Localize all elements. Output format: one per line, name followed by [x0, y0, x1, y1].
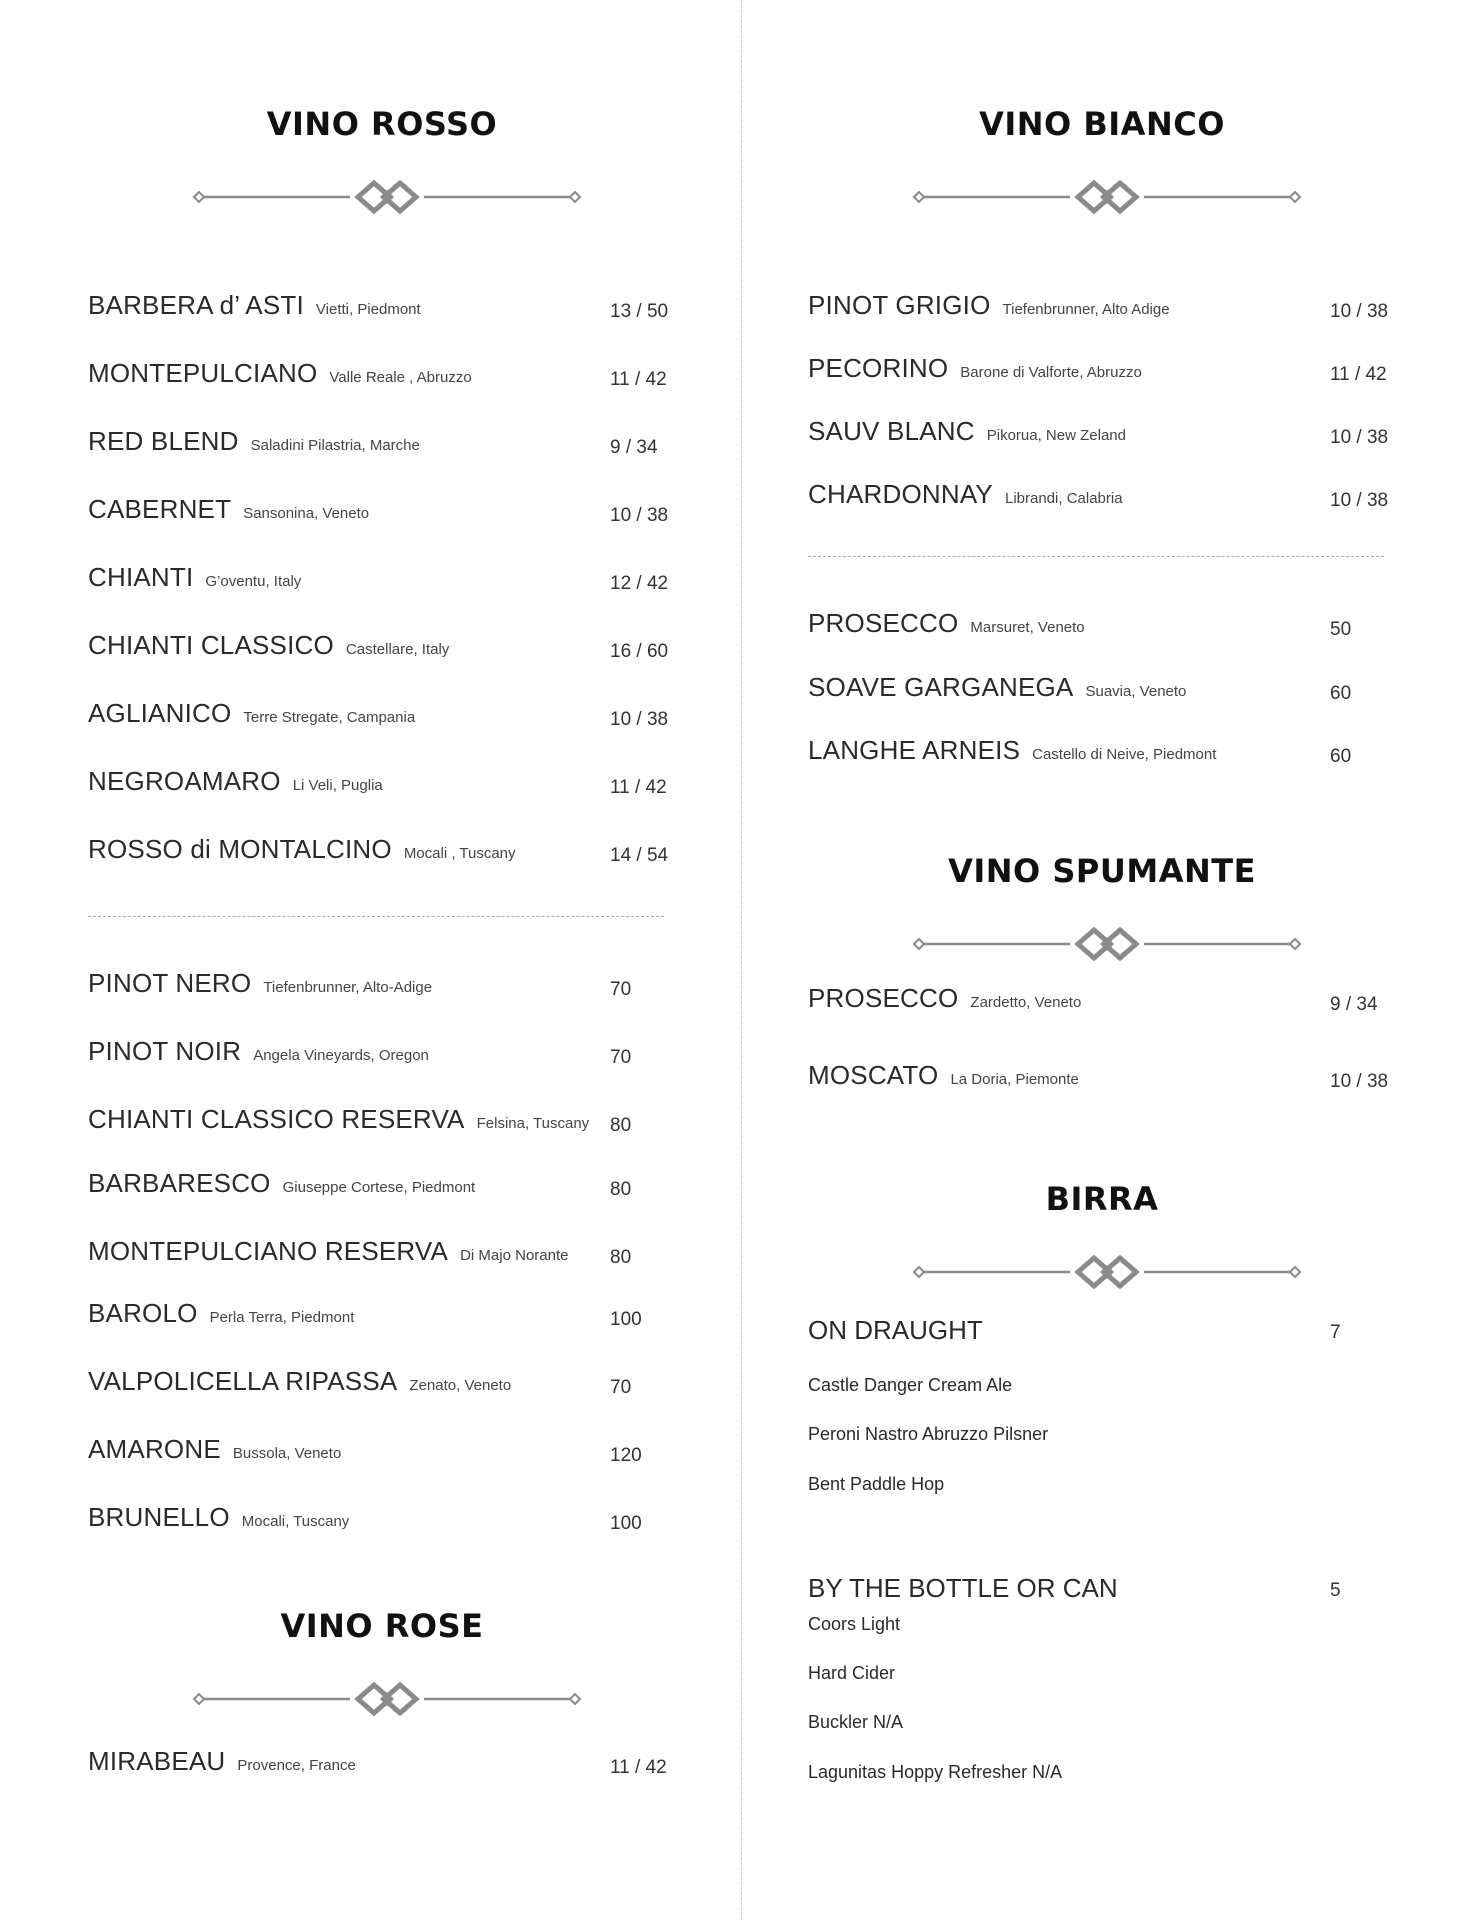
wine-origin: Sansonina, Veneto	[243, 505, 370, 522]
wine-price: 10 / 38	[1330, 301, 1389, 322]
wine-price: 11 / 42	[610, 777, 667, 798]
wine-origin: Tiefenbrunner, Alto-Adige	[263, 979, 433, 996]
wine-name: RED BLEND	[88, 426, 239, 456]
wine-price: 70	[610, 1377, 632, 1398]
wine-name: CHARDONNAY	[808, 479, 993, 509]
wine-origin: Terre Stregate, Campania	[243, 709, 416, 726]
wine-name: PINOT NERO	[88, 968, 252, 998]
wine-item	[88, 421, 688, 461]
wine-price: 100	[610, 1513, 642, 1534]
wine-name: AMARONE	[88, 1434, 221, 1464]
vino-bianco-heading: VINO BIANCO	[979, 105, 1225, 143]
wine-item	[808, 667, 1408, 707]
wine-name: VALPOLICELLA RIPASSA	[88, 1366, 398, 1396]
ornament-divider	[192, 180, 582, 214]
wine-item	[88, 353, 688, 393]
wine-price: 120	[610, 1445, 642, 1466]
wine-item	[88, 1361, 688, 1401]
wine-item	[88, 1099, 688, 1139]
wine-item	[808, 348, 1408, 388]
wine-item	[808, 603, 1408, 643]
wine-origin: Zenato, Veneto	[409, 1377, 512, 1394]
wine-item	[88, 1293, 688, 1333]
wine-origin: Valle Reale , Abruzzo	[329, 369, 472, 386]
wine-name: MONTEPULCIANO RESERVA	[88, 1236, 449, 1266]
ornament-divider	[912, 180, 1302, 214]
beer-item: Buckler N/A	[808, 1712, 904, 1732]
wine-item	[88, 1497, 688, 1537]
vino-spumante-heading: VINO SPUMANTE	[948, 852, 1256, 890]
wine-item	[88, 1163, 688, 1203]
wine-price: 100	[610, 1309, 642, 1330]
wine-origin: Li Veli, Puglia	[292, 777, 383, 794]
wine-price: 16 / 60	[610, 641, 669, 662]
ornament-divider	[192, 1682, 582, 1716]
wine-name: CHIANTI	[88, 562, 194, 592]
wine-price: 13 / 50	[610, 301, 669, 322]
wine-price: 10 / 38	[610, 709, 669, 730]
wine-name: CHIANTI CLASSICO RESERVA	[88, 1104, 465, 1134]
wine-item	[88, 963, 688, 1003]
wine-item	[808, 978, 1408, 1018]
wine-origin: Felsina, Tuscany	[476, 1115, 590, 1132]
wine-price: 80	[610, 1247, 632, 1268]
wine-name: AGLIANICO	[88, 698, 232, 728]
wine-origin: Librandi, Calabria	[1004, 490, 1123, 507]
wine-item	[808, 1055, 1408, 1095]
wine-name: MOSCATO	[808, 1060, 939, 1090]
beer-item: Bent Paddle Hop	[808, 1474, 945, 1494]
beer-item: Peroni Nastro Abruzzo Pilsner	[808, 1424, 1049, 1444]
wine-name: BRUNELLO	[88, 1502, 230, 1532]
bottle-price: 5	[1330, 1580, 1341, 1601]
wine-origin: Mocali, Tuscany	[241, 1513, 350, 1530]
wine-price: 11 / 42	[610, 369, 667, 390]
wine-origin: Zardetto, Veneto	[970, 994, 1082, 1011]
wine-price: 80	[610, 1179, 632, 1200]
wine-name: BARBARESCO	[88, 1168, 271, 1198]
wine-price: 9 / 34	[610, 437, 658, 458]
wine-origin: Barone di Valforte, Abruzzo	[960, 364, 1142, 381]
wine-name: MONTEPULCIANO	[88, 358, 318, 388]
wine-item	[88, 761, 688, 801]
vino-rose-heading: VINO ROSE	[280, 1607, 484, 1645]
beer-item: Hard Cider	[808, 1663, 896, 1683]
wine-name: SOAVE GARGANEGA	[808, 672, 1074, 702]
vino-rosso-heading: VINO ROSSO	[266, 105, 498, 143]
wine-origin: G’oventu, Italy	[205, 573, 302, 590]
beer-item: Castle Danger Cream Ale	[808, 1375, 1013, 1395]
wine-item	[88, 1031, 688, 1071]
wine-item	[88, 557, 688, 597]
wine-item	[88, 1231, 688, 1271]
wine-origin: Vietti, Piedmont	[315, 301, 421, 318]
wine-price: 70	[610, 1047, 632, 1068]
wine-item	[808, 474, 1408, 514]
wine-name: LANGHE ARNEIS	[808, 735, 1021, 765]
wine-price: 70	[610, 979, 632, 1000]
wine-price: 80	[610, 1115, 632, 1136]
beer-item: Coors Light	[808, 1614, 901, 1634]
wine-origin: Perla Terra, Piedmont	[209, 1309, 355, 1326]
wine-origin: Tiefenbrunner, Alto Adige	[1002, 301, 1170, 318]
beer-item: Lagunitas Hoppy Refresher N/A	[808, 1762, 1063, 1782]
wine-item	[88, 285, 688, 325]
wine-item	[88, 625, 688, 665]
wine-origin: Castello di Neive, Piedmont	[1032, 746, 1217, 763]
wine-origin: Di Majo Norante	[460, 1247, 569, 1264]
wine-name: BARBERA d’ ASTI	[88, 290, 304, 320]
wine-price: 11 / 42	[1330, 364, 1387, 385]
wine-origin: Mocali , Tuscany	[403, 845, 516, 862]
wine-name: MIRABEAU	[88, 1746, 226, 1776]
wine-name: CABERNET	[88, 494, 232, 524]
wine-price: 10 / 38	[1330, 427, 1389, 448]
column-divider	[741, 0, 742, 1920]
wine-origin: La Doria, Piemonte	[950, 1071, 1079, 1088]
wine-price: 10 / 38	[1330, 490, 1389, 511]
wine-origin: Provence, France	[237, 1757, 356, 1774]
draught-price: 7	[1330, 1322, 1341, 1343]
wine-price: 50	[1330, 619, 1352, 640]
wine-name: PROSECCO	[808, 608, 959, 638]
ornament-divider	[912, 1255, 1302, 1289]
wine-name: SAUV BLANC	[808, 416, 975, 446]
wine-item	[88, 693, 688, 733]
wine-price: 10 / 38	[1330, 1071, 1389, 1092]
wine-price: 60	[1330, 683, 1352, 704]
wine-origin: Giuseppe Cortese, Piedmont	[282, 1179, 476, 1196]
wine-price: 12 / 42	[610, 573, 669, 594]
wine-item	[808, 285, 1408, 325]
wine-item	[88, 1429, 688, 1469]
wine-origin: Bussola, Veneto	[232, 1445, 342, 1462]
section-separator	[88, 916, 664, 917]
wine-name: NEGROAMARO	[88, 766, 281, 796]
wine-origin: Marsuret, Veneto	[970, 619, 1085, 636]
wine-name: PINOT GRIGIO	[808, 290, 991, 320]
wine-item	[808, 411, 1408, 451]
wine-name: CHIANTI CLASSICO	[88, 630, 334, 660]
wine-price: 10 / 38	[610, 505, 669, 526]
wine-item	[88, 489, 688, 529]
wine-name: PECORINO	[808, 353, 949, 383]
wine-origin: Angela Vineyards, Oregon	[253, 1047, 429, 1064]
bottle-label: BY THE BOTTLE OR CAN	[808, 1573, 1118, 1603]
section-separator	[808, 556, 1384, 557]
birra-heading: BIRRA	[1045, 1180, 1159, 1218]
draught-label: ON DRAUGHT	[808, 1315, 983, 1345]
wine-origin: Suavia, Veneto	[1085, 683, 1187, 700]
wine-origin: Saladini Pilastria, Marche	[250, 437, 420, 454]
wine-item	[88, 1741, 688, 1781]
wine-name: PINOT NOIR	[88, 1036, 242, 1066]
wine-name: ROSSO di MONTALCINO	[88, 834, 392, 864]
ornament-divider	[912, 927, 1302, 961]
wine-origin: Pikorua, New Zeland	[986, 427, 1126, 444]
wine-origin: Castellare, Italy	[345, 641, 450, 658]
wine-name: PROSECCO	[808, 983, 959, 1013]
wine-name: BAROLO	[88, 1298, 198, 1328]
wine-price: 60	[1330, 746, 1352, 767]
wine-price: 9 / 34	[1330, 994, 1378, 1015]
wine-price: 11 / 42	[610, 1757, 667, 1778]
wine-item	[808, 730, 1408, 770]
wine-price: 14 / 54	[610, 845, 669, 866]
wine-item	[88, 829, 688, 869]
